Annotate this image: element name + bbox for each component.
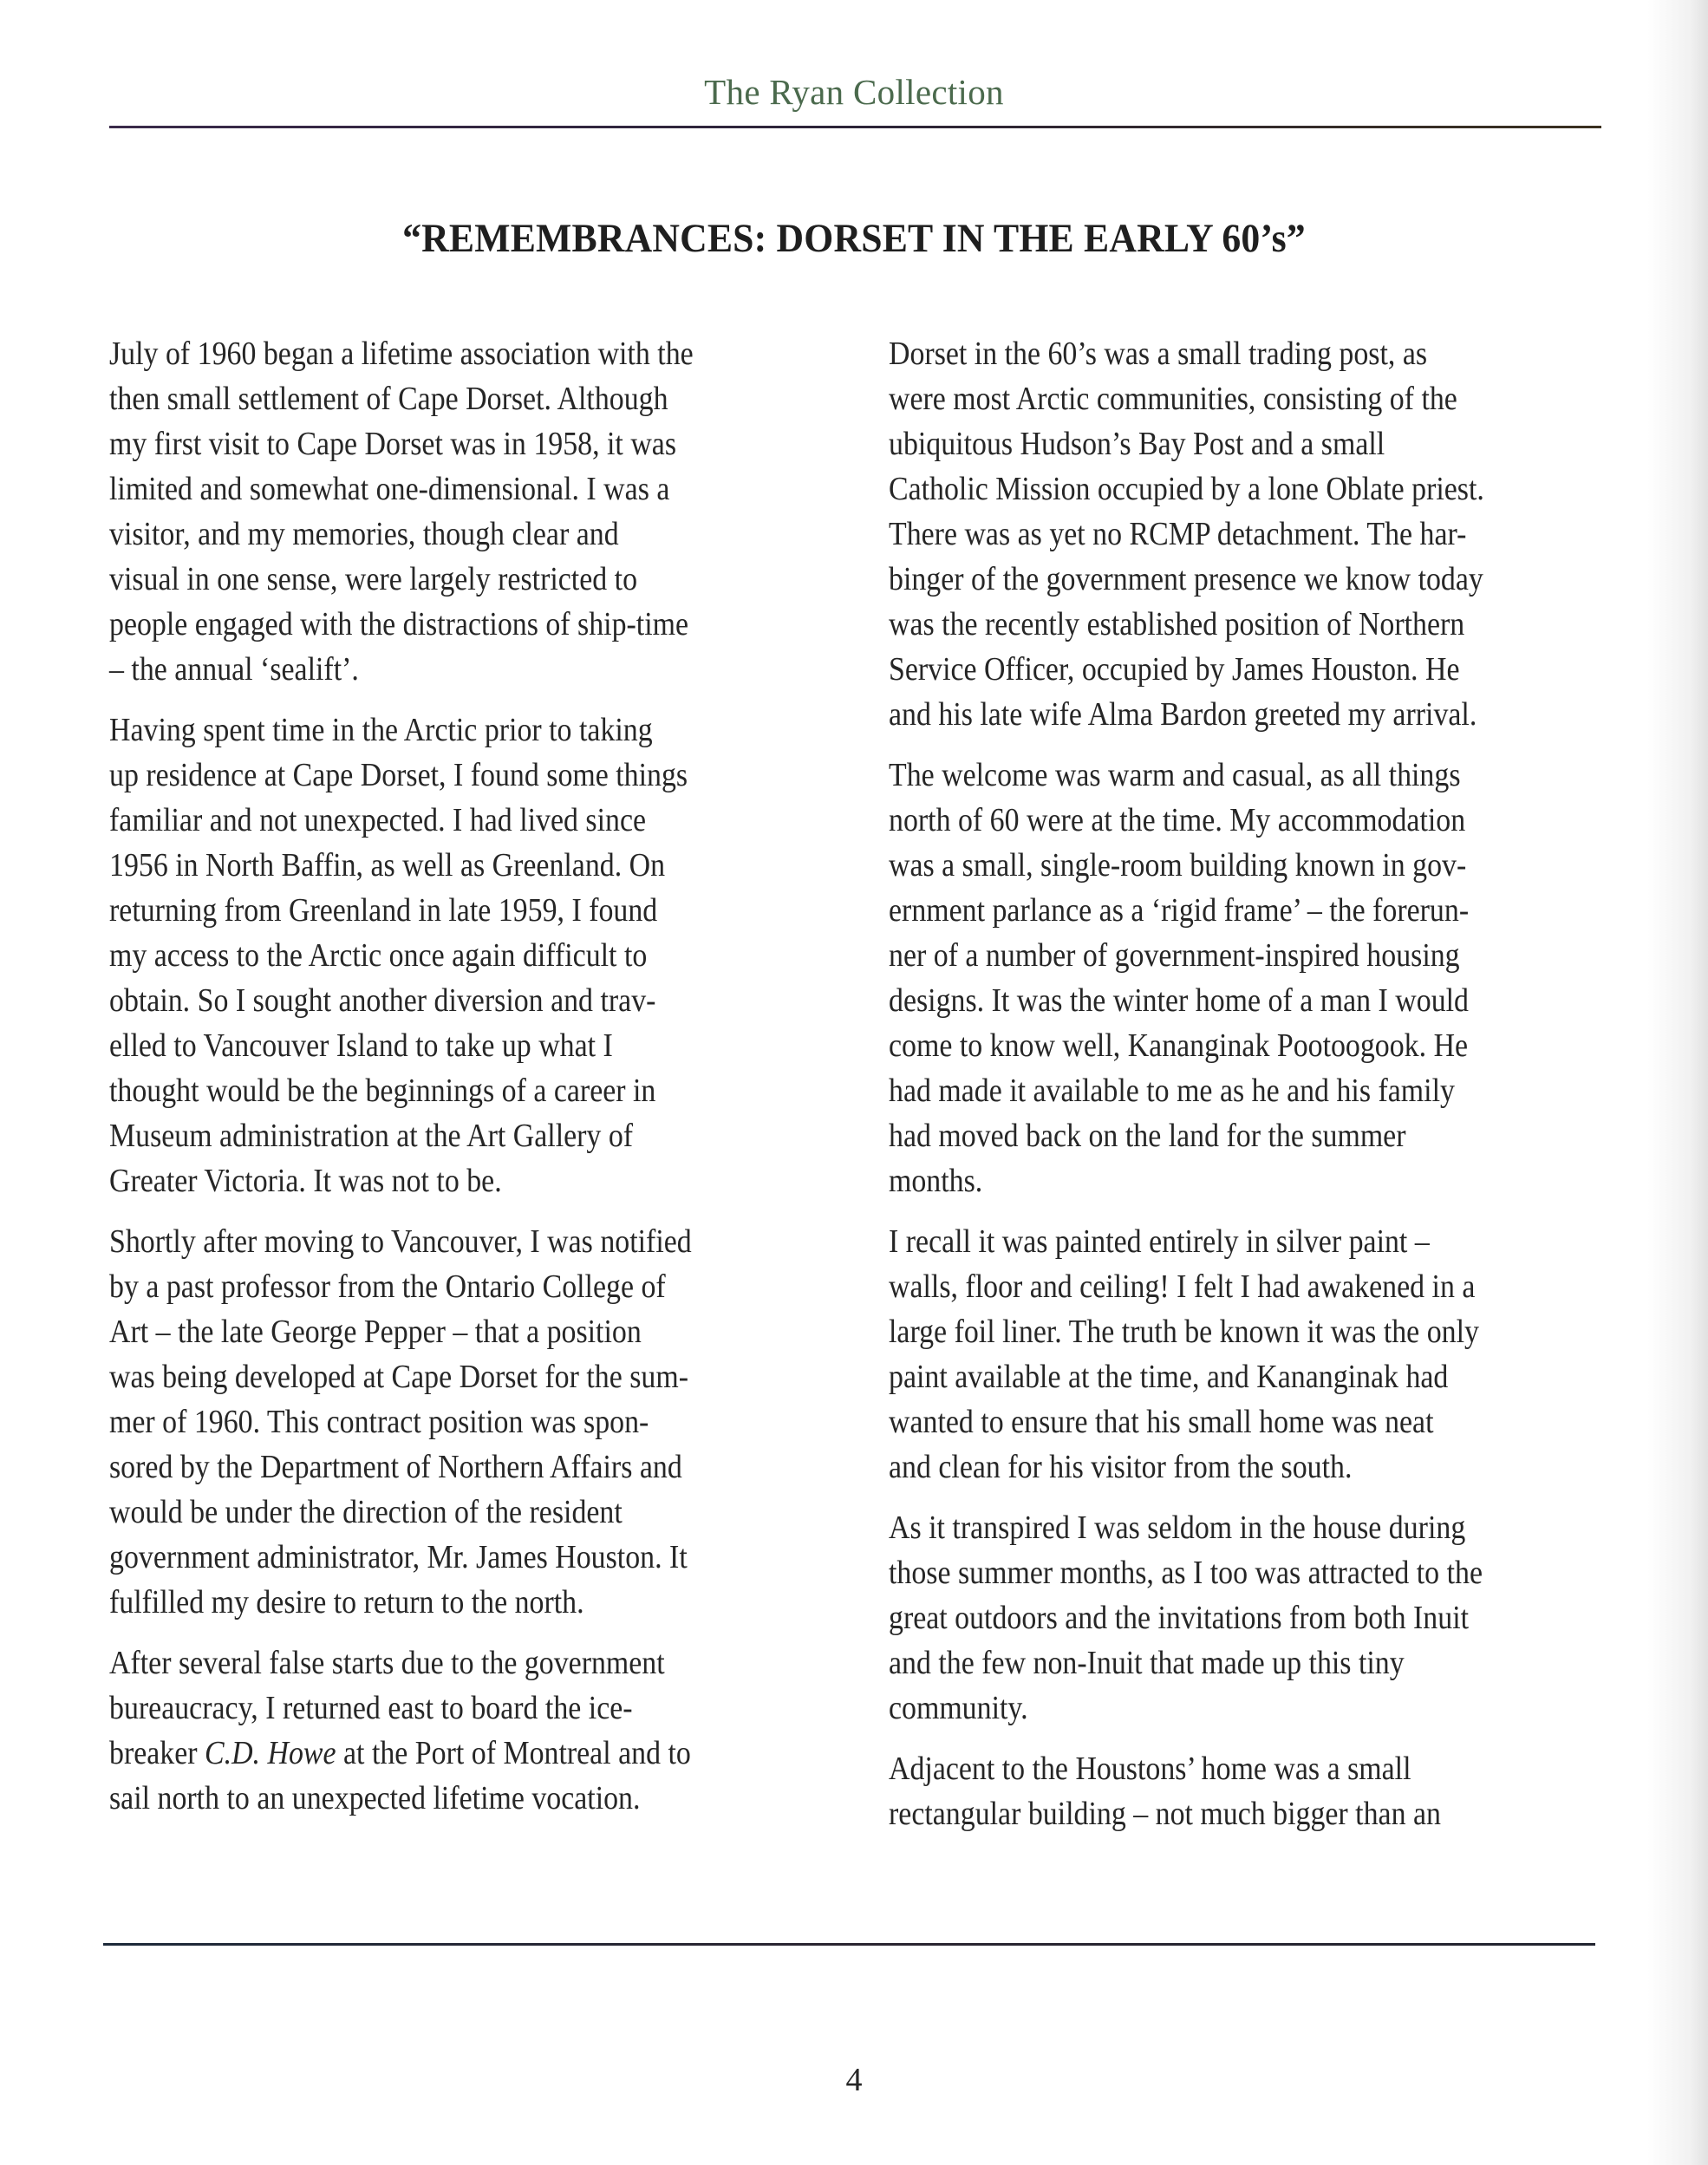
paragraph xyxy=(889,331,1660,737)
text-line: Shortly after moving to Vancouver, I was notified xyxy=(109,1223,692,1260)
text-fragment: breaker xyxy=(109,1735,205,1771)
text-line: visual in one sense, were largely restricted to xyxy=(109,561,638,597)
text-line: elled to Vancouver Island to take up what I xyxy=(109,1027,613,1064)
text-line: and the few non-Inuit that made up this tiny xyxy=(889,1645,1405,1681)
text-line: had made it available to me as he and his family xyxy=(889,1073,1455,1109)
text-line: 1956 in North Baffin, as well as Greenland. On xyxy=(109,847,666,884)
text-line: I recall it was painted entirely in silver paint – xyxy=(889,1223,1430,1260)
text-line: people engaged with the distractions of ship-time xyxy=(109,606,689,642)
ship-name: C.D. Howe xyxy=(205,1735,336,1771)
text-line: After several false starts due to the government xyxy=(109,1645,665,1681)
left-column xyxy=(109,331,864,1836)
text-line: come to know well, Kananginak Pootoogook. He xyxy=(889,1027,1469,1064)
right-column xyxy=(889,331,1660,1852)
text-line: was being developed at Cape Dorset for the sum- xyxy=(109,1359,688,1395)
paragraph xyxy=(109,1219,864,1625)
text-line: Having spent time in the Arctic prior to taking xyxy=(109,712,653,748)
text-line: – the annual ‘sealift’. xyxy=(109,651,359,688)
text-line: had moved back on the land for the summer xyxy=(889,1118,1406,1154)
text-line: There was as yet no RCMP detachment. The har- xyxy=(889,516,1467,552)
text-line: government administrator, Mr. James Houston. It xyxy=(109,1539,688,1575)
text-line: those summer months, as I too was attracted to the xyxy=(889,1555,1483,1591)
text-line: then small settlement of Cape Dorset. Although xyxy=(109,381,668,417)
text-line: large foil liner. The truth be known it was the only xyxy=(889,1314,1479,1350)
text-line: Dorset in the 60’s was a small trading post, as xyxy=(889,336,1428,372)
text-line: Service Officer, occupied by James Houston. He xyxy=(889,651,1460,688)
text-line: Catholic Mission occupied by a lone Oblate priest. xyxy=(889,471,1484,507)
header-rule xyxy=(109,126,1601,128)
text-line: visitor, and my memories, though clear and xyxy=(109,516,619,552)
text-line: would be under the direction of the resident xyxy=(109,1494,623,1530)
text-line: bureaucracy, I returned east to board the ice- xyxy=(109,1690,633,1726)
text-line: limited and somewhat one-dimensional. I was a xyxy=(109,471,670,507)
text-line: mer of 1960. This contract position was spon- xyxy=(109,1404,649,1440)
text-line: paint available at the time, and Kananginak had xyxy=(889,1359,1449,1395)
paragraph xyxy=(109,331,864,692)
text-line: my first visit to Cape Dorset was in 1958, it was xyxy=(109,426,677,462)
text-line: was the recently established position of Northern xyxy=(889,606,1465,642)
text-line: returning from Greenland in late 1959, I found xyxy=(109,892,658,929)
text-line: designs. It was the winter home of a man I would xyxy=(889,982,1469,1019)
text-line: obtain. So I sought another diversion and trav- xyxy=(109,982,656,1019)
text-line-with-ship-name xyxy=(109,1731,773,1776)
text-line: The welcome was warm and casual, as all things xyxy=(889,757,1461,793)
text-line: and clean for his visitor from the south. xyxy=(889,1449,1353,1485)
text-line: binger of the government presence we know today xyxy=(889,561,1483,597)
text-line: familiar and not unexpected. I had lived since xyxy=(109,802,647,838)
text-line: walls, floor and ceiling! I felt I had awakened in a xyxy=(889,1268,1476,1305)
text-line: Art – the late George Pepper – that a position xyxy=(109,1314,642,1350)
running-header: The Ryan Collection xyxy=(704,72,1004,112)
text-line: Museum administration at the Art Gallery of xyxy=(109,1118,634,1154)
paragraph xyxy=(889,753,1660,1203)
text-line: community. xyxy=(889,1690,1028,1726)
paragraph xyxy=(109,1640,864,1821)
paragraph xyxy=(889,1746,1660,1836)
article-title: “REMEMBRANCES: DORSET IN THE EARLY 60’s” xyxy=(402,216,1306,261)
text-line: thought would be the beginnings of a career in xyxy=(109,1073,656,1109)
text-line: months. xyxy=(889,1163,983,1199)
text-line: my access to the Arctic once again difficult to xyxy=(109,937,648,974)
text-line: wanted to ensure that his small home was neat xyxy=(889,1404,1434,1440)
paragraph xyxy=(889,1219,1660,1490)
text-line: was a small, single-room building known in gov- xyxy=(889,847,1467,884)
page-number: 4 xyxy=(845,2062,863,2098)
paragraph xyxy=(889,1505,1660,1731)
text-line: As it transpired I was seldom in the house during xyxy=(889,1510,1466,1546)
text-line: sored by the Department of Northern Affairs and xyxy=(109,1449,682,1485)
footer-rule xyxy=(103,1943,1595,1946)
text-line: up residence at Cape Dorset, I found some things xyxy=(109,757,688,793)
text-line: great outdoors and the invitations from both Inuit xyxy=(889,1600,1470,1636)
text-line: ubiquitous Hudson’s Bay Post and a small xyxy=(889,426,1385,462)
text-line: and his late wife Alma Bardon greeted my arrival. xyxy=(889,696,1477,733)
text-line: Greater Victoria. It was not to be. xyxy=(109,1163,502,1199)
text-line: were most Arctic communities, consisting of the xyxy=(889,381,1457,417)
paragraph xyxy=(109,708,864,1203)
text-fragment: at the Port of Montreal and to xyxy=(336,1735,691,1771)
text-line: by a past professor from the Ontario College of xyxy=(109,1268,666,1305)
text-line: ernment parlance as a ‘rigid frame’ – the forerun- xyxy=(889,892,1470,929)
text-line: sail north to an unexpected lifetime vocation. xyxy=(109,1780,641,1816)
text-line: ner of a number of government-inspired housing xyxy=(889,937,1460,974)
text-line: July of 1960 began a lifetime association with the xyxy=(109,336,694,372)
text-line: rectangular building – not much bigger than an xyxy=(889,1796,1441,1832)
text-line: north of 60 were at the time. My accommodation xyxy=(889,802,1466,838)
text-line: Adjacent to the Houstons’ home was a small xyxy=(889,1751,1411,1787)
text-line: fulfilled my desire to return to the north. xyxy=(109,1584,584,1620)
